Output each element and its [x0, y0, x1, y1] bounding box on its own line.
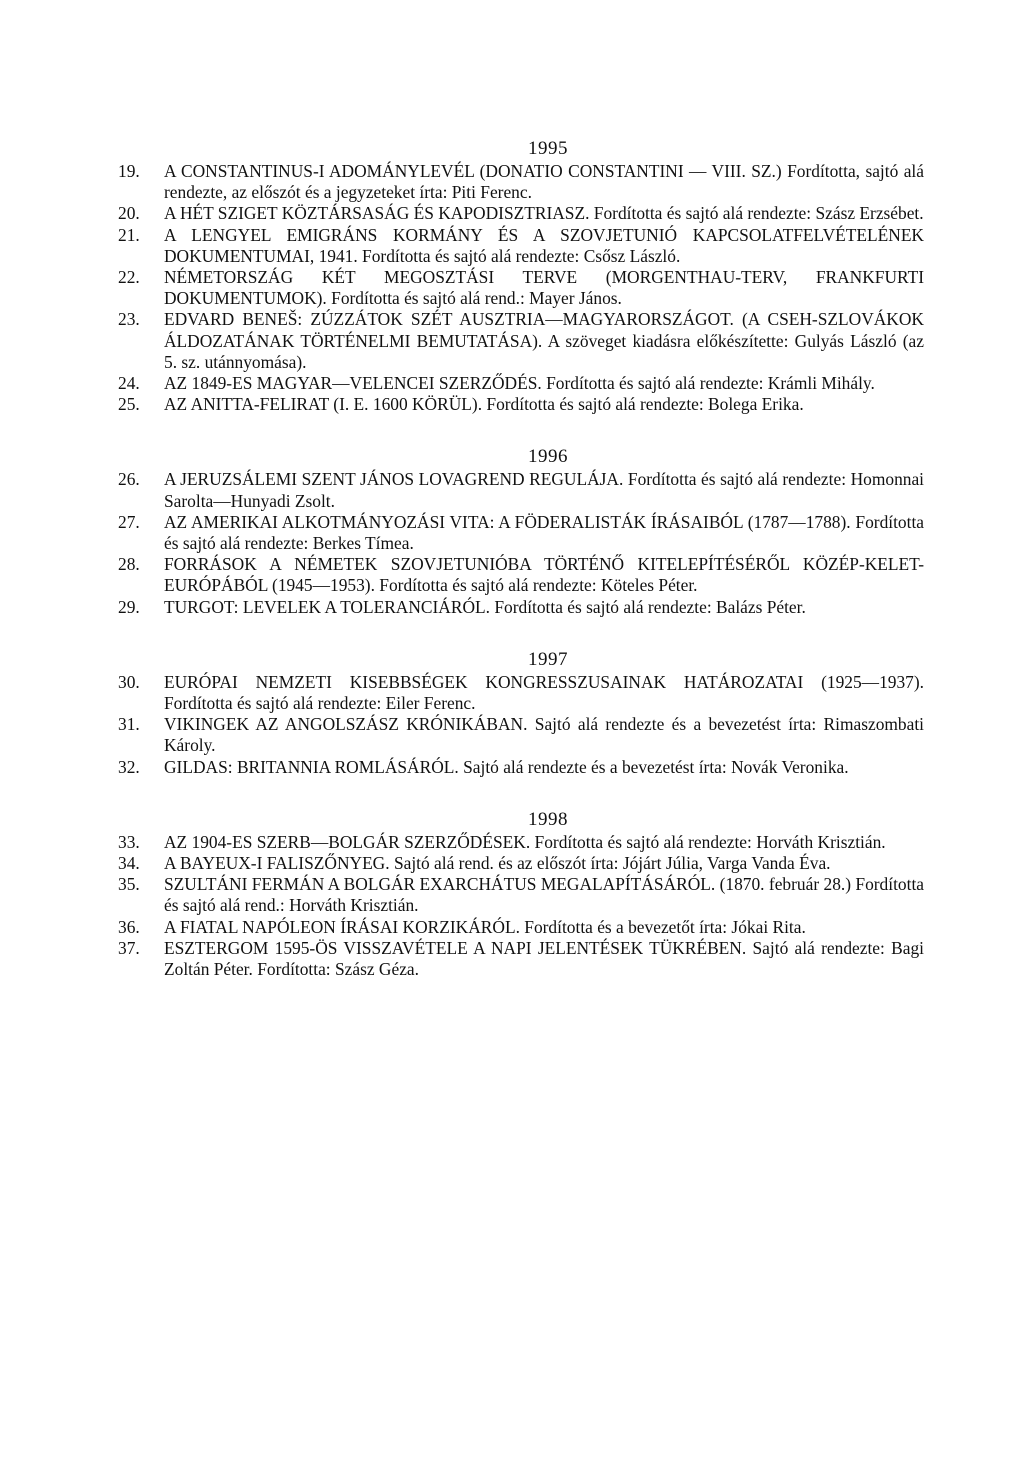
entry-number: 32.: [118, 756, 140, 777]
year-section-1997: [118, 649, 924, 778]
entry-title: VIKINGEK AZ ANGOLSZÁSZ KRÓNIKÁBAN.: [164, 714, 528, 735]
entry-text: [164, 917, 924, 938]
entry-number: 21.: [118, 224, 140, 245]
entry-credits: Fordította és sajtó alá rendezte: Köteles Péter.: [374, 575, 698, 596]
list-item: [118, 714, 924, 756]
list-item: [118, 917, 924, 938]
entry-credits: Fordította és sajtó alá rendezte: Szász Erzsébet.: [589, 203, 924, 224]
entry-text: [164, 832, 924, 853]
entry-credits: Fordította és sajtó alá rendezte: Berkes Tímea.: [164, 511, 924, 554]
list-item: [118, 597, 924, 618]
entry-credits: Fordította és sajtó alá rendezte: Balázs Péter.: [490, 596, 806, 617]
year-heading: 1997: [528, 648, 568, 670]
entry-title: AZ ANITTA-FELIRAT (I. E. 1600 KÖRÜL).: [164, 394, 483, 415]
entry-number: 27.: [118, 511, 140, 532]
list-item: [118, 394, 924, 415]
entry-credits: Fordította és sajtó alá rend.: Mayer János.: [326, 288, 622, 309]
entry-number: 23.: [118, 309, 140, 330]
list-item: [118, 225, 924, 267]
year-heading: 1996: [528, 446, 568, 468]
entry-text: [164, 394, 924, 415]
entry-text: [164, 512, 924, 554]
entry-text: [164, 757, 924, 778]
entry-number: 29.: [118, 596, 140, 617]
entry-title: EDVARD BENEŠ: ZÚZZÁTOK SZÉT AUSZTRIA—MAGYARORSZÁGOT. (A CSEH-SZLOVÁKOK ÁLDOZATÁNAK TÖRTÉNELMI BEMUTATÁSA).: [164, 309, 924, 351]
entry-number: 25.: [118, 394, 140, 415]
entry-number: 35.: [118, 874, 140, 895]
entry-number: 20.: [118, 203, 140, 224]
entry-text: [164, 203, 924, 224]
entry-credits: Fordította és sajtó alá rendezte: Bolega Erika.: [482, 394, 804, 415]
entry-number: 33.: [118, 831, 140, 852]
entry-title: EURÓPAI NEMZETI KISEBBSÉGEK KONGRESSZUSAINAK HATÁROZATAI (1925—1937).: [164, 671, 924, 692]
list-item: [118, 161, 924, 203]
entry-text: [164, 938, 924, 980]
entry-title: NÉMETORSZÁG KÉT MEGOSZTÁSI TERVE (MORGENTHAU-TERV, FRANKFURTI DOKUMENTUMOK).: [164, 267, 924, 309]
entry-credits: Fordította és sajtó alá rendezte: Homonnai Sarolta—Hunyadi Zsolt.: [164, 469, 925, 511]
entry-title: A HÉT SZIGET KÖZTÁRSASÁG ÉS KAPODISZTRIASZ.: [164, 203, 590, 224]
entry-credits: Fordította, sajtó alá rendezte, az előszót és a jegyzeteket írta: Piti Ferenc.: [164, 161, 924, 203]
list-item: [118, 832, 924, 853]
entry-text: [164, 161, 924, 203]
entry-number: 31.: [118, 714, 140, 735]
entry-text: [164, 267, 924, 309]
entry-text: [164, 672, 924, 714]
entry-text: [164, 373, 924, 394]
entry-title: A BAYEUX-I FALISZŐNYEG.: [164, 853, 390, 874]
entry-text: [164, 853, 924, 874]
list-item: [118, 267, 924, 309]
list-item: [118, 512, 924, 554]
entry-number: 28.: [118, 554, 140, 575]
list-item: [118, 373, 924, 394]
year-heading: 1998: [528, 808, 568, 830]
list-item: [118, 853, 924, 874]
entry-number: 22.: [118, 267, 140, 288]
list-item: [118, 672, 924, 714]
entry-text: [164, 714, 924, 756]
year-section-1996: [118, 446, 924, 617]
entry-credits: Sajtó alá rendezte és a bevezetést írta: Novák Veronika.: [458, 756, 849, 777]
year-heading: 1995: [528, 138, 568, 159]
entry-title: A LENGYEL EMIGRÁNS KORMÁNY ÉS A SZOVJETUNIÓ KAPCSOLATFELVÉTELÉNEK DOKUMENTUMAI, 1941.: [164, 224, 924, 266]
entry-title: ESZTERGOM 1595-ÖS VISSZAVÉTELE A NAPI JELENTÉSEK TÜKRÉBEN.: [164, 937, 747, 958]
entry-text: [164, 225, 924, 267]
entry-title: AZ 1849-ES MAGYAR—VELENCEI SZERZŐDÉS.: [164, 373, 542, 394]
entry-number: 34.: [118, 853, 140, 874]
entry-title: A FIATAL NAPÓLEON ÍRÁSAI KORZIKÁRÓL.: [164, 916, 520, 937]
entry-number: 36.: [118, 916, 140, 937]
entry-text: [164, 597, 924, 618]
entry-text: [164, 469, 924, 511]
entry-title: AZ AMERIKAI ALKOTMÁNYOZÁSI VITA: A FÖDERALISTÁK ÍRÁSAIBÓL (1787—1788).: [164, 511, 851, 532]
list-item: [118, 938, 924, 980]
list-item: [118, 203, 924, 224]
entry-number: 30.: [118, 671, 140, 692]
entry-credits: (1870. február 28.) Fordította és sajtó alá rend.: Horváth Krisztián.: [164, 874, 924, 916]
entry-text: [164, 309, 924, 373]
entry-number: 19.: [118, 161, 140, 181]
entry-credits: Fordította és a bevezetőt írta: Jókai Rita.: [519, 916, 806, 937]
entry-number: 24.: [118, 373, 140, 394]
entry-title: FORRÁSOK A NÉMETEK SZOVJETUNIÓBA TÖRTÉNŐ KITELEPÍTÉSÉRŐL KÖZÉP-KELET-EURÓPÁBÓL (1945—1953).: [164, 554, 924, 596]
year-section-1995: [118, 138, 924, 415]
entry-title: SZULTÁNI FERMÁN A BOLGÁR EXARCHÁTUS MEGALAPÍTÁSÁRÓL.: [164, 874, 716, 895]
entry-number: 26.: [118, 469, 140, 490]
entry-text: [164, 554, 924, 596]
year-section-1998: [118, 809, 924, 980]
entry-credits: A szöveget kiadásra előkészítette: Gulyás László (az 5. sz. utánnyomása).: [164, 330, 924, 372]
entry-title: A JERUZSÁLEMI SZENT JÁNOS LOVAGREND REGULÁJA.: [164, 469, 624, 490]
list-item: [118, 757, 924, 778]
entry-credits: Fordította és sajtó alá rendezte: Krámli Mihály.: [541, 373, 875, 394]
list-item: [118, 874, 924, 916]
entry-credits: Sajtó alá rendezte: Bagi Zoltán Péter. Fordította: Szász Géza.: [164, 937, 924, 980]
entry-credits: Fordította és sajtó alá rendezte: Eiler Ferenc.: [164, 693, 476, 714]
entry-text: [164, 874, 924, 916]
entry-title: A CONSTANTINUS-I ADOMÁNYLEVÉL (DONATIO CONSTANTINI — VIII. SZ.): [164, 161, 782, 181]
list-item: [118, 554, 924, 596]
entry-number: 37.: [118, 937, 140, 958]
document-page: [118, 138, 924, 980]
entry-title: TURGOT: LEVELEK A TOLERANCIÁRÓL.: [164, 596, 490, 617]
entry-credits: Sajtó alá rend. és az előszót írta: Jójárt Júlia, Varga Vanda Éva.: [389, 853, 831, 874]
entry-credits: Fordította és sajtó alá rendezte: Horváth Krisztián.: [530, 831, 886, 852]
list-item: [118, 469, 924, 511]
list-item: [118, 309, 924, 373]
entry-title: AZ 1904-ES SZERB—BOLGÁR SZERZŐDÉSEK.: [164, 831, 531, 852]
entry-title: GILDAS: BRITANNIA ROMLÁSÁRÓL.: [164, 756, 459, 777]
entry-credits: Sajtó alá rendezte és a bevezetést írta: Rimaszombati Károly.: [164, 714, 924, 756]
entry-credits: Fordította és sajtó alá rendezte: Csősz László.: [357, 245, 681, 266]
